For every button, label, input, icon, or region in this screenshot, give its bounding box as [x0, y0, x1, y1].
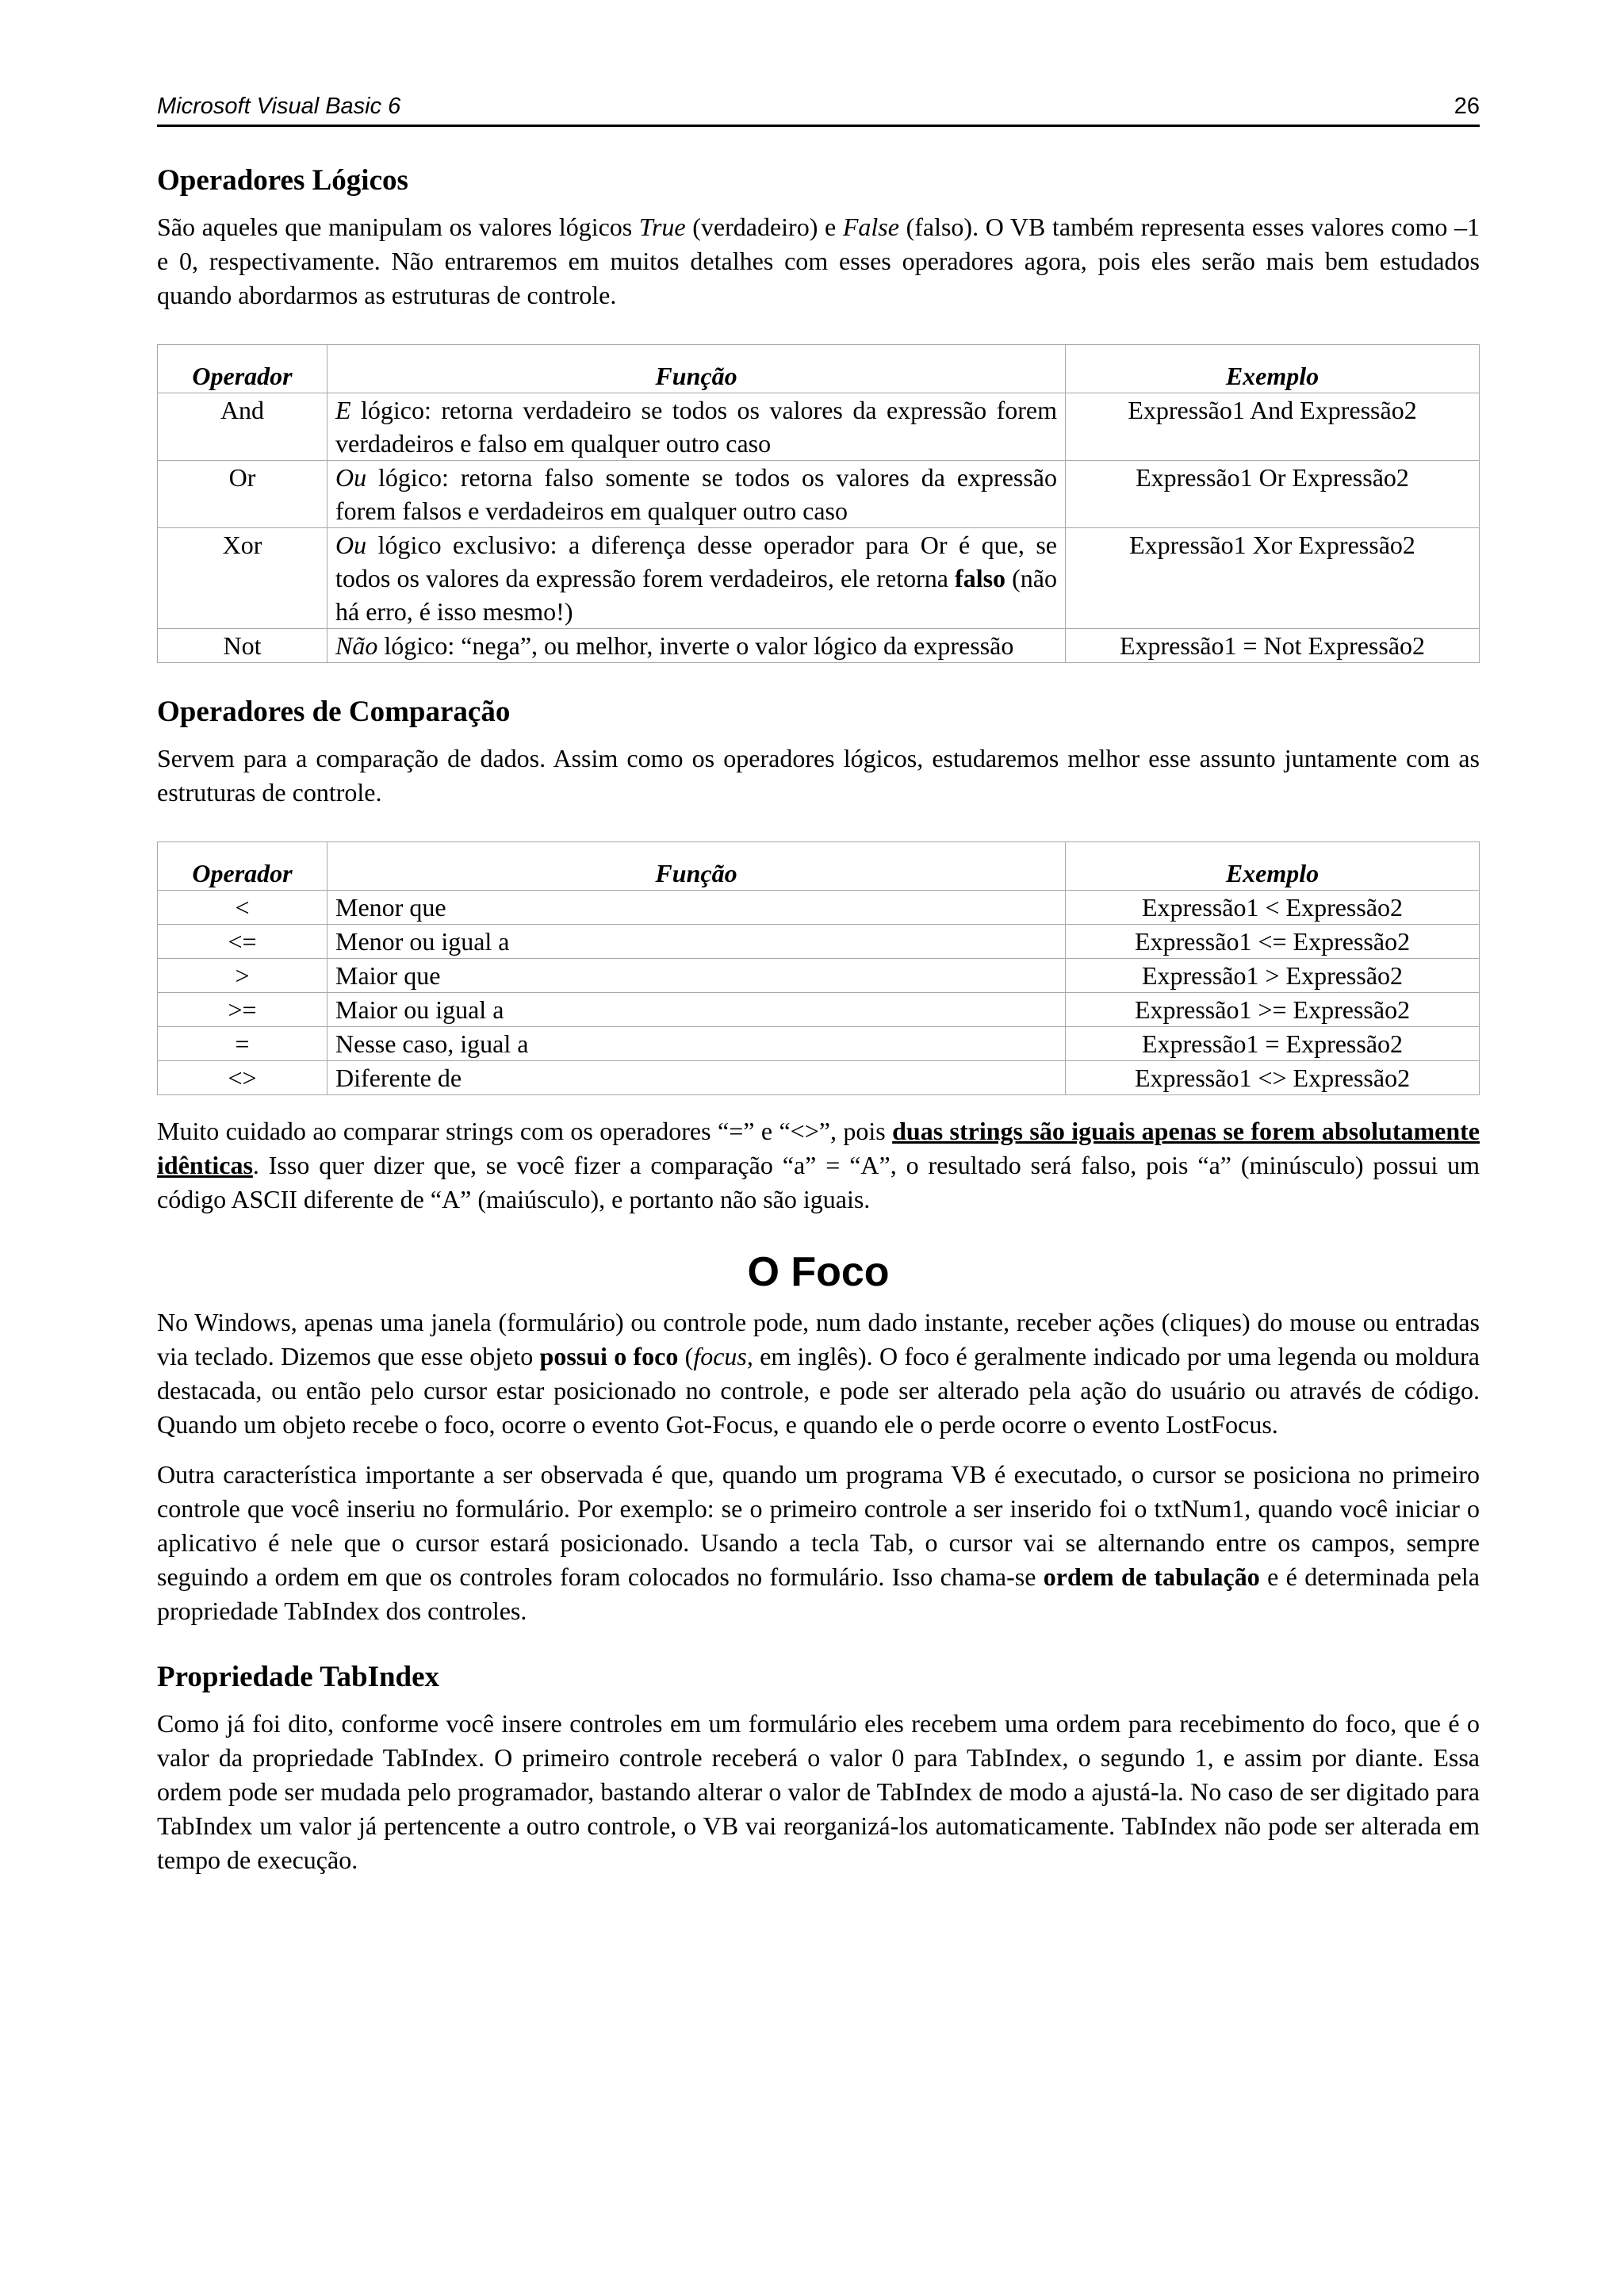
function-cell: Maior que: [327, 959, 1066, 993]
operator-cell: >=: [158, 993, 327, 1027]
table-row: [158, 629, 1480, 663]
operator-cell: <: [158, 891, 327, 925]
string-comparison-note: Muito cuidado ao comparar strings com os operadores “=” e “<>”, pois duas strings são iguais apenas se forem absolutamente idênticas. Isso quer dizer que, se você fizer a comparação “a” = “A”, o resultado será falso, pois “a” (minúsculo) possui um código ASCII diferente de “A” (maiúsculo), e portanto não são iguais.: [157, 1117, 1480, 1213]
header-title: Microsoft Visual Basic 6: [157, 94, 401, 119]
example-cell: Expressão1 Xor Expressão2: [1066, 528, 1480, 629]
table-header-row: [158, 842, 1480, 891]
column-header-function: Função: [327, 842, 1066, 891]
example-cell: Expressão1 >= Expressão2: [1066, 993, 1480, 1027]
example-cell: Expressão1 = Expressão2: [1066, 1027, 1480, 1061]
table-row: [158, 925, 1480, 959]
operator-cell: =: [158, 1027, 327, 1061]
table-row: [158, 891, 1480, 925]
table-row: [158, 1027, 1480, 1061]
operator-cell: <=: [158, 925, 327, 959]
page-number: 26: [1454, 94, 1480, 119]
document-page: [157, 94, 1480, 1877]
function-cell: E lógico: retorna verdadeiro se todos os valores da expressão forem verdadeiros e falso em qualquer outro caso: [327, 393, 1066, 461]
table-row: [158, 1061, 1480, 1095]
tabindex-paragraph: Como já foi dito, conforme você insere controles em um formulário eles recebem uma ordem para recebimento do foco, que é o valor da propriedade TabIndex. O primeiro controle receberá o valor 0 para TabIndex, o segundo 1, e assim por diante. Essa ordem pode ser mudada pelo programador, bastando alterar o valor de TabIndex de modo a ajustá-la. No caso de ser digitado para TabIndex um valor já pertencente a outro controle, o VB vai reorganizá-los automaticamente. TabIndex não pode ser alterada em tempo de execução.: [157, 1709, 1480, 1874]
operator-cell: Not: [158, 629, 327, 663]
example-cell: Expressão1 > Expressão2: [1066, 959, 1480, 993]
operator-cell: <>: [158, 1061, 327, 1095]
comparison-operators-table: [157, 841, 1480, 1095]
function-cell: Menor ou igual a: [327, 925, 1066, 959]
table-row: [158, 528, 1480, 629]
function-cell: Nesse caso, igual a: [327, 1027, 1066, 1061]
running-header: [157, 94, 1480, 127]
function-cell: Ou lógico exclusivo: a diferença desse operador para Or é que, se todos os valores da expressão forem verdadeiros, ele retorna falso (não há erro, é isso mesmo!): [327, 528, 1066, 629]
operator-cell: Or: [158, 461, 327, 528]
operator-cell: Xor: [158, 528, 327, 629]
focus-paragraph-2: Outra característica importante a ser observada é que, quando um programa VB é executado, o cursor se posiciona no primeiro controle que você inseriu no formulário. Por exemplo: se o primeiro controle a ser inserido foi o txtNum1, quando você iniciar o aplicativo é nele que o cursor estará posicionado. Usando a tecla Tab, o cursor vai se alternando entre os campos, sempre seguindo a ordem em que os controles foram colocados no formulário. Isso chama-se ordem de tabulação e é determinada pela propriedade TabIndex dos controles.: [157, 1460, 1480, 1625]
section-title-focus: O Foco: [747, 1249, 890, 1295]
column-header-operator: Operador: [158, 345, 327, 393]
heading-logical-operators: Operadores Lógicos: [157, 164, 408, 197]
logical-intro-paragraph: São aqueles que manipulam os valores lógicos True (verdadeiro) e False (falso). O VB também representa esses valores como –1 e 0, respectivamente. Não entraremos em muitos detalhes com esses operadores agora, pois eles serão mais bem estudados quando abordarmos as estruturas de controle.: [157, 213, 1480, 309]
logical-operators-table: [157, 344, 1480, 663]
function-cell: Não lógico: “nega”, ou melhor, inverte o valor lógico da expressão: [327, 629, 1066, 663]
comparison-intro-paragraph: Servem para a comparação de dados. Assim como os operadores lógicos, estudaremos melhor esse assunto juntamente com as estruturas de controle.: [157, 744, 1480, 807]
example-cell: Expressão1 = Not Expressão2: [1066, 629, 1480, 663]
column-header-example: Exemplo: [1066, 345, 1480, 393]
heading-tabindex-property: Propriedade TabIndex: [157, 1661, 440, 1693]
focus-paragraph-1: No Windows, apenas uma janela (formulário) ou controle pode, num dado instante, receber ações (cliques) do mouse ou entradas via teclado. Dizemos que esse objeto possui o foco (focus, em inglês). O foco é geralmente indicado por uma legenda ou moldura destacada, ou então pelo cursor estar posicionado no controle, e pode ser alterado pela ação do usuário ou através de código. Quando um objeto recebe o foco, ocorre o evento Got-Focus, e quando ele o perde ocorre o evento LostFocus.: [157, 1308, 1480, 1439]
column-header-operator: Operador: [158, 842, 327, 891]
operator-cell: And: [158, 393, 327, 461]
example-cell: Expressão1 <> Expressão2: [1066, 1061, 1480, 1095]
table-row: [158, 461, 1480, 528]
function-cell: Menor que: [327, 891, 1066, 925]
example-cell: Expressão1 < Expressão2: [1066, 891, 1480, 925]
table-row: [158, 959, 1480, 993]
function-cell: Maior ou igual a: [327, 993, 1066, 1027]
example-cell: Expressão1 Or Expressão2: [1066, 461, 1480, 528]
table-row: [158, 993, 1480, 1027]
table-row: [158, 393, 1480, 461]
heading-comparison-operators: Operadores de Comparação: [157, 696, 511, 728]
column-header-example: Exemplo: [1066, 842, 1480, 891]
column-header-function: Função: [327, 345, 1066, 393]
example-cell: Expressão1 <= Expressão2: [1066, 925, 1480, 959]
operator-cell: >: [158, 959, 327, 993]
function-cell: Ou lógico: retorna falso somente se todos os valores da expressão forem falsos e verdadeiros em qualquer outro caso: [327, 461, 1066, 528]
function-cell: Diferente de: [327, 1061, 1066, 1095]
table-header-row: [158, 345, 1480, 393]
example-cell: Expressão1 And Expressão2: [1066, 393, 1480, 461]
